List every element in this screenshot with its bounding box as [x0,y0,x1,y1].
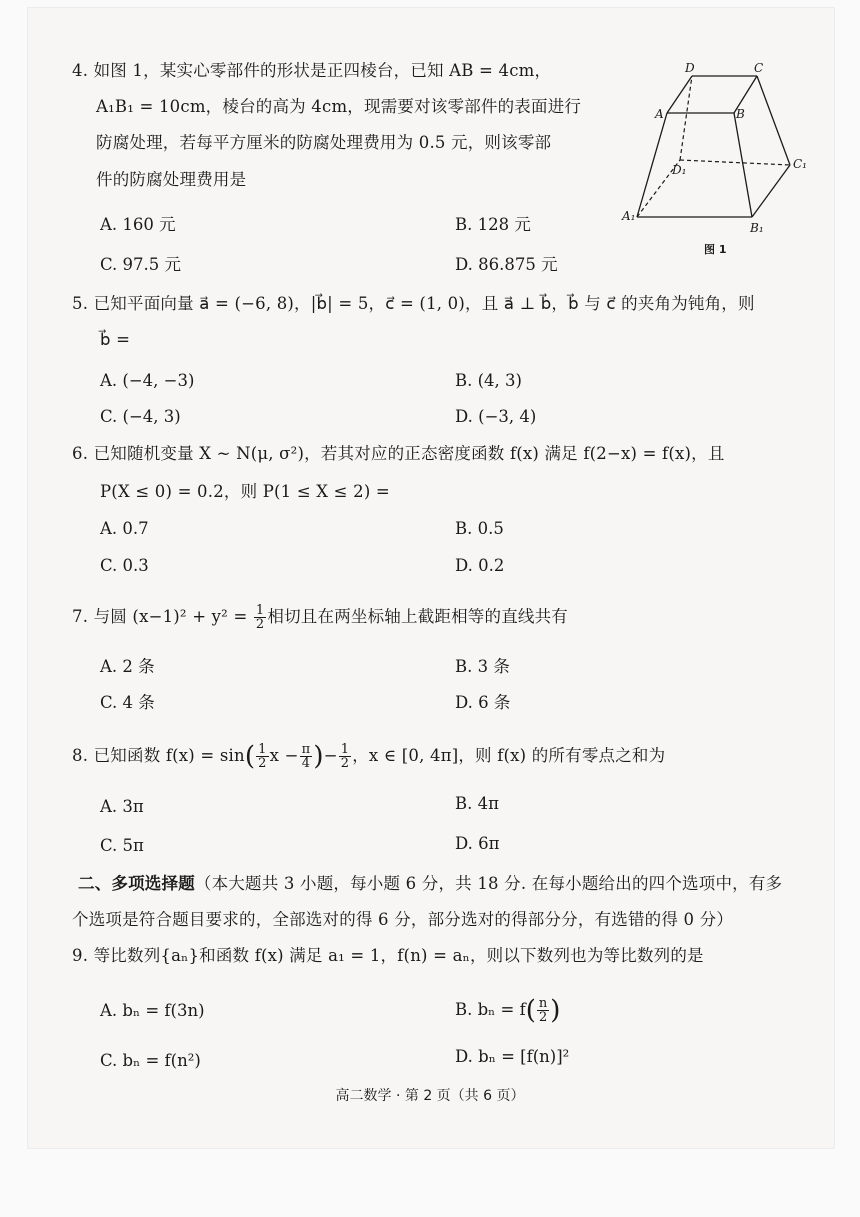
q8-option-b: B. 4π [455,794,499,813]
section2-desc1: （本大题共 3 小题，每小题 6 分，共 18 分. 在每小题给出的四个选项中，有多 [194,874,783,893]
q5-option-a: A. (−4, −3) [100,371,195,390]
label-d1: D₁ [672,163,687,177]
q8-rparen: ) [313,741,324,772]
q7-suffix: 相切且在两坐标轴上截距相等的直线共有 [267,607,569,626]
q8-f2-num: π [301,742,311,757]
q9-option-c: C. bₙ = f(n²) [100,1051,201,1070]
q4-line3: 防腐处理，若每平方厘米的防腐处理费用为 0.5 元，则该零部 [96,133,552,152]
q6-option-b: B. 0.5 [455,519,504,538]
q7-option-c: C. 4 条 [100,693,155,712]
q7-fraction [254,604,266,631]
q5-option-c: C. (−4, 3) [100,407,181,426]
edge-d1c1-hidden [680,160,790,165]
q8-prefix: 8. 已知函数 f(x) = sin [72,746,245,765]
frustum-figure [612,60,817,260]
q8-f3-num: 1 [340,742,350,757]
q8-lparen: ( [244,741,256,772]
q7-option-b: B. 3 条 [455,657,510,676]
q4-option-b: B. 128 元 [455,215,531,234]
q9-option-d: D. bₙ = [f(n)]² [455,1047,570,1066]
q4-line2: A₁B₁ = 10cm，棱台的高为 4cm，现需要对该零部件的表面进行 [96,97,582,116]
q9-b-num: n [538,996,548,1011]
section2-line2: 个选项是符合题目要求的，全部选对的得 6 分，部分选对的得部分分，有选错的得 0 分） [72,910,734,929]
q9-b-lparen: ( [525,995,536,1026]
q9-b-den: 2 [538,1010,548,1025]
q8-option-a: A. 3π [100,797,144,816]
section2-line1 [78,873,782,895]
edge-b1c1 [752,165,790,217]
q8-f1-num: 1 [258,742,267,757]
q8-line [72,743,665,770]
q5-line1: 5. 已知平面向量 a⃗ = (−6, 8)，|b⃗| = 5，c⃗ = (1, 0)，且 a⃗ ⊥ b⃗，b⃗ 与 c⃗ 的夹角为钝角，则 [72,294,755,313]
q6-line2: P(X ≤ 0) = 0.2，则 P(1 ≤ X ≤ 2) = [100,482,390,501]
label-a: A [655,107,664,121]
q6-option-c: C. 0.3 [100,556,149,575]
q4-option-c: C. 97.5 元 [100,255,182,274]
label-d: D [685,61,695,75]
q7-line [72,604,568,631]
q8-mid1: x − [269,746,299,765]
label-b1: B₁ [750,221,764,235]
q8-option-c: C. 5π [100,836,144,855]
q7-frac-num: 1 [255,603,265,618]
q8-frac-3 [339,743,351,770]
q9-line1: 9. 等比数列{aₙ}和函数 f(x) 满足 a₁ = 1，f(n) = aₙ，则以下数列也为等比数列的是 [72,946,704,965]
page-footer: 高二数学 · 第 2 页（共 6 页） [335,1088,525,1104]
label-b: B [736,107,745,121]
q4-line1: 4. 如图 1，某实心零部件的形状是正四棱台，已知 AB = 4cm， [72,61,552,80]
q5-option-d: D. (−3, 4) [455,407,537,426]
q6-line1: 6. 已知随机变量 X ~ N(μ, σ²)，若其对应的正态密度函数 f(x) 满足 f(2−x) = f(x)，且 [72,444,725,463]
edge-dd1-hidden [680,76,692,160]
q7-prefix: 7. 与圆 (x−1)² + y² = [72,607,253,626]
edge-aa1 [637,113,667,217]
q7-option-d: D. 6 条 [455,693,511,712]
q8-suffix: ，x ∈ [0, 4π]，则 f(x) 的所有零点之和为 [352,746,666,765]
edge-cc1 [757,76,790,165]
q5-line2: b⃗ = [100,330,131,349]
q9-option-a: A. bₙ = f(3n) [100,1001,205,1020]
q7-option-a: A. 2 条 [100,657,155,676]
q5-option-b: B. (4, 3) [455,371,522,390]
q9-option-b-prefix: B. bₙ = f [455,1000,526,1019]
figure-caption: 图 1 [704,243,727,256]
q8-frac-1 [256,743,268,770]
edge-ad [667,76,692,113]
q9-option-b [455,997,560,1024]
q4-line4: 件的防腐处理费用是 [96,170,247,189]
q6-option-a: A. 0.7 [100,519,149,538]
q9-b-rparen: ) [550,995,561,1026]
q8-f1-den: 2 [258,756,267,771]
q8-f3-den: 2 [340,756,350,771]
q8-option-d: D. 6π [455,834,500,853]
q8-minus: − [323,746,338,765]
q4-option-a: A. 160 元 [100,215,176,234]
section2-title: 二、多项选择题 [78,874,195,893]
q9-b-frac [537,997,549,1024]
q4-option-d: D. 86.875 元 [455,255,558,274]
q8-frac-2 [300,743,313,770]
edge-bb1 [734,113,752,217]
label-c: C [754,61,764,75]
label-a1: A₁ [622,209,636,223]
q6-option-d: D. 0.2 [455,556,505,575]
q8-f2-den: 4 [301,756,311,771]
label-c1: C₁ [793,157,807,171]
q7-frac-den: 2 [255,617,265,632]
